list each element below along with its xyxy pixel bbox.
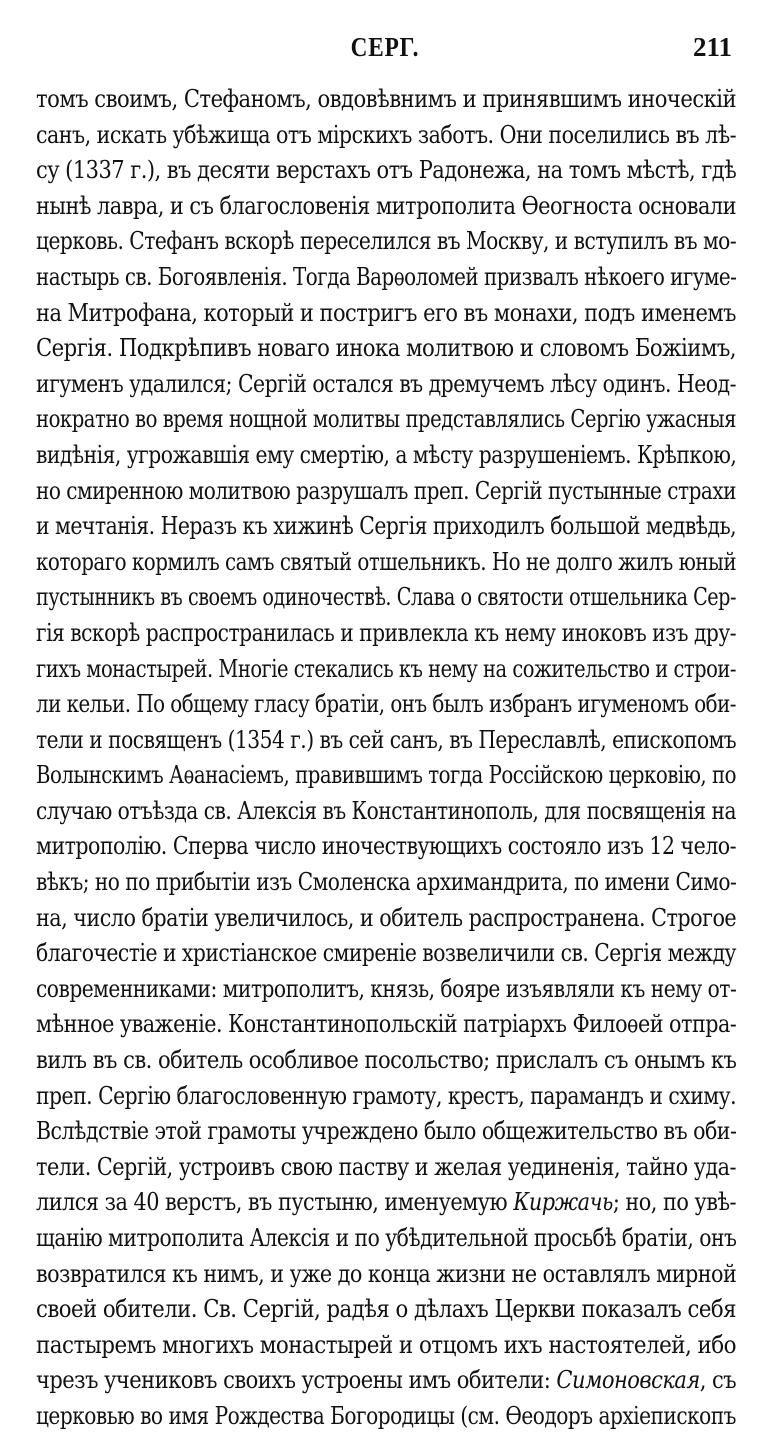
text-line: пастыремъ многихъ монастырей и отцомъ ихъ настоятелей, ибо [36, 1330, 737, 1359]
text-line: тели и посвященъ (1354 г.) въ сей санъ, въ Переславлѣ, епископомъ [36, 725, 737, 754]
text-line: лился за 40 верстъ, въ пустыню, именуемую Киржачь; но, по увѣ- [36, 1188, 736, 1217]
running-head: СЕРГ. [350, 32, 420, 62]
page-header [38, 32, 732, 66]
text-line: вилъ въ св. обитель особливое посольство; прислалъ съ онымъ къ [36, 1046, 737, 1075]
text-line: благочестіе и христіанское смиреніе возвеличили св. Сергія между [36, 939, 736, 968]
text-line: санъ, искать убѣжища отъ мірскихъ заботъ. Они поселились въ лѣ- [36, 120, 737, 149]
text-line: су (1337 г.), въ десяти верстахъ отъ Радонежа, на томъ мѣстѣ, гдѣ [36, 156, 737, 185]
text-line: тели. Сергій, устроивъ свою паству и желая уединенія, тайно уда- [36, 1152, 737, 1181]
text-line: на, число братіи увеличилось, и обитель распространена. Строгое [36, 903, 737, 932]
text-line: церковь. Стефанъ вскорѣ переселился въ Москву, и вступилъ въ мо- [36, 227, 737, 256]
text-line: настырь св. Богоявленія. Тогда Варѳоломей призвалъ нѣкоего игуме- [36, 262, 737, 291]
text-line: своей обители. Св. Сергій, радѣя о дѣлахъ Церкви показалъ себя [36, 1295, 736, 1324]
text-line: томъ своимъ, Стефаномъ, овдовѣвнимъ и принявшимъ иноческій [36, 85, 737, 113]
italic-word: Симоновская [556, 1366, 700, 1395]
text-line: но смиренною молитвою разрушалъ преп. Сергій пустынные страхи [36, 476, 736, 505]
text-line: на Митрофана, который и постригъ его въ монахи, подъ именемъ [36, 298, 736, 327]
text-line: нынѣ лавра, и съ благословенія митрополита Ѳеогноста основали [36, 191, 737, 220]
page-number: 211 [692, 32, 732, 62]
text-line: гихъ монастырей. Многіе стекались къ нему на сожительство и строи- [36, 654, 736, 683]
text-line: игуменъ удалился; Сергій остался въ дремучемъ лѣсу одинъ. Неод- [36, 369, 736, 398]
text-line: чрезъ учениковъ своихъ устроены имъ обители: Симоновская, съ [36, 1366, 737, 1395]
text-line: Волынскимъ Аѳанасіемъ, правившимъ тогда Россійскою церковію, по [36, 761, 737, 790]
text-line: видѣнія, угрожавшія ему смертію, а мѣсту разрушеніемъ. Крѣпкою, [36, 440, 737, 469]
text-line: современниками: митрополитъ, князь, бояре изъявляли къ нему от- [36, 974, 737, 1003]
text-line: котораго кормилъ самъ святый отшельникъ. Но не долго жилъ юный [36, 547, 737, 576]
text-line: Сергія. Подкрѣпивъ новаго инока молитвою и словомъ Божіимъ, [36, 334, 736, 363]
text-line: вѣкъ; но по прибытіи изъ Смоленска архимандрита, по имени Симо- [36, 868, 737, 897]
text-line: митрополію. Сперва число иночествующихъ состояло изъ 12 чело- [36, 832, 736, 861]
text-line: ли кельи. По общему гласу братіи, онъ былъ избранъ игуменомъ оби- [36, 690, 737, 719]
text-line: и мечтанія. Неразъ къ хижинѣ Сергія приходилъ большой медвѣдь, [36, 512, 737, 541]
italic-word: Киржачь [513, 1188, 613, 1217]
text-line: гія вскорѣ распространилась и привлекла къ нему иноковъ изъ дру- [36, 618, 737, 647]
text-line: церковью во имя Рождества Богородицы (см. Ѳеодоръ архіепископъ [36, 1401, 736, 1430]
text-line: случаю отъѣзда св. Алексія въ Константинополь, для посвященія на [36, 796, 736, 825]
text-line: щанію митрополита Алексія и по убѣдительной просьбѣ братіи, онъ [36, 1224, 737, 1252]
body-text [36, 82, 736, 1435]
text-line: мѣнное уваженіе. Константинопольскій патріархъ Филоѳей отпра- [36, 1010, 737, 1039]
text-line: пустынникъ въ своемъ одиночествѣ. Слава о святости отшельника Сер- [36, 583, 736, 612]
text-line: Вслѣдствіе этой грамоты учреждено было общежительство въ оби- [36, 1117, 737, 1146]
text-line: преп. Сергію благословенную грамоту, крестъ, парамандъ и схиму. [36, 1081, 737, 1110]
text-line: нократно во время нощной молитвы представлялись Сергію ужасныя [36, 405, 737, 434]
text-line: возвратился къ нимъ, и уже до конца жизни не оставлялъ мирной [36, 1259, 737, 1288]
